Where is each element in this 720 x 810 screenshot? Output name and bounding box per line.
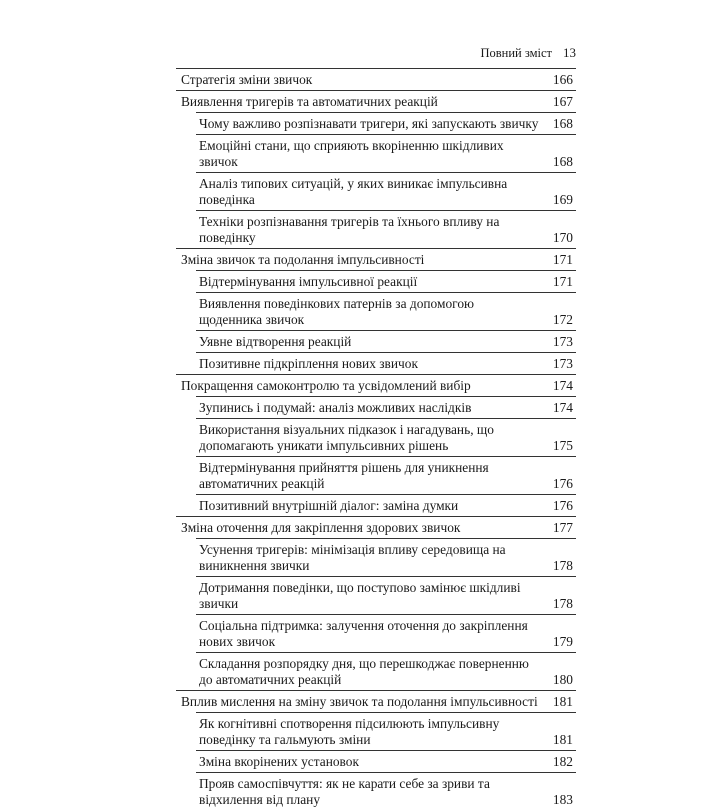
toc-entry-title: Зупинись і подумай: аналіз можливих наслідків	[199, 400, 472, 415]
toc-subentry[interactable]	[196, 538, 576, 576]
toc-entry-title: Соціальна підтримка: залучення оточення до закріплення нових звичок	[199, 618, 528, 649]
toc-entry-page: 174	[552, 378, 573, 393]
toc-subentry[interactable]	[196, 494, 576, 516]
toc-entry-page: 181	[552, 732, 573, 747]
toc-subentry[interactable]	[196, 712, 576, 750]
toc-section	[176, 68, 576, 90]
toc-section	[176, 374, 576, 516]
toc-entry-page: 171	[552, 274, 573, 289]
toc-entry-title: Зміна вкорінених установок	[199, 754, 359, 769]
toc-section-heading[interactable]	[176, 375, 576, 396]
toc-entry-page: 168	[552, 154, 573, 169]
toc-entry-title: Позитивний внутрішній діалог: заміна думки	[199, 498, 459, 513]
toc-entry-page: 167	[552, 94, 573, 109]
toc-entry-title: Зміна оточення для закріплення здорових звичок	[181, 520, 461, 535]
toc-entry-page: 171	[552, 252, 573, 267]
toc-entry-title: Покращення самоконтролю та усвідомлений вибір	[181, 378, 471, 393]
toc-subentry[interactable]	[196, 134, 576, 172]
toc-entry-title: Уявне відтворення реакцій	[199, 334, 352, 349]
toc-entry-page: 177	[552, 520, 573, 535]
toc-entry-page: 180	[552, 672, 573, 687]
toc-subentry[interactable]	[196, 418, 576, 456]
toc-entry-page: 173	[552, 334, 573, 349]
toc-subentry[interactable]	[196, 614, 576, 652]
toc-entry-title: Усунення тригерів: мінімізація впливу середовища на виникнення звички	[199, 542, 506, 573]
toc-section-heading[interactable]	[176, 91, 576, 112]
toc-entry-title: Виявлення поведінкових патернів за допомогою щоденника звичок	[199, 296, 475, 327]
toc-subentry[interactable]	[196, 172, 576, 210]
toc-entry-page: 170	[552, 230, 573, 245]
toc-subentry[interactable]	[196, 750, 576, 772]
toc-entry-title: Прояв самоспівчуття: як не карати себе за зриви та відхилення від плану	[199, 776, 490, 807]
toc-entry-page: 182	[552, 754, 573, 769]
toc-entry-page: 178	[552, 596, 573, 611]
toc-entry-title: Як когнітивні спотворення підсилюють імпульсивну поведінку та гальмують зміни	[199, 716, 500, 747]
toc-entry-page: 173	[552, 356, 573, 371]
table-of-contents	[176, 68, 576, 810]
toc-subentry[interactable]	[196, 456, 576, 494]
toc-section	[176, 248, 576, 374]
toc-entry-page: 168	[552, 116, 573, 131]
toc-entry-page: 176	[552, 498, 573, 513]
toc-entry-title: Стратегія зміни звичок	[181, 72, 313, 87]
toc-subentry[interactable]	[196, 352, 576, 374]
toc-entry-title: Відтермінування прийняття рішень для уникнення автоматичних реакцій	[199, 460, 489, 491]
toc-entry-title: Складання розпорядку дня, що перешкоджає поверненню до автоматичних реакцій	[199, 656, 529, 687]
toc-entry-page: 174	[552, 400, 573, 415]
toc-entry-title: Емоційні стани, що сприяють вкоріненню шкідливих звичок	[199, 138, 504, 169]
toc-entry-title: Дотримання поведінки, що поступово замінює шкідливі звички	[199, 580, 521, 611]
toc-section	[176, 690, 576, 810]
toc-section-heading[interactable]	[176, 517, 576, 538]
toc-entry-page: 175	[552, 438, 573, 453]
toc-entry-title: Використання візуальних підказок і нагадувань, що допомагають уникати імпульсивних рішень	[199, 422, 494, 453]
toc-subentry[interactable]	[196, 576, 576, 614]
running-title: Повний зміст	[480, 46, 552, 60]
toc-subentry[interactable]	[196, 652, 576, 690]
toc-entry-page: 179	[552, 634, 573, 649]
toc-subentry[interactable]	[196, 772, 576, 810]
toc-subentry[interactable]	[196, 112, 576, 134]
toc-entry-page: 166	[552, 72, 573, 87]
toc-entry-page: 176	[552, 476, 573, 491]
toc-subentry[interactable]	[196, 270, 576, 292]
toc-section-heading[interactable]	[176, 69, 576, 90]
toc-entry-title: Чому важливо розпізнавати тригери, які запускають звичку	[199, 116, 539, 131]
toc-entry-page: 178	[552, 558, 573, 573]
toc-entry-page: 183	[552, 792, 573, 807]
toc-subentry[interactable]	[196, 210, 576, 248]
toc-section-heading[interactable]	[176, 691, 576, 712]
toc-subentry[interactable]	[196, 396, 576, 418]
toc-entry-title: Зміна звичок та подолання імпульсивності	[181, 252, 425, 267]
toc-entry-page: 172	[552, 312, 573, 327]
toc-section	[176, 516, 576, 690]
toc-entry-title: Позитивне підкріплення нових звичок	[199, 356, 418, 371]
page-header	[176, 44, 576, 62]
toc-section	[176, 90, 576, 248]
toc-entry-title: Вплив мислення на зміну звичок та подолання імпульсивності	[181, 694, 538, 709]
toc-subentry[interactable]	[196, 292, 576, 330]
toc-entry-title: Виявлення тригерів та автоматичних реакцій	[181, 94, 438, 109]
page-number: 13	[563, 45, 576, 60]
toc-entry-title: Аналіз типових ситуацій, у яких виникає імпульсивна поведінка	[199, 176, 508, 207]
toc-entry-title: Відтермінування імпульсивної реакції	[199, 274, 418, 289]
toc-entry-page: 181	[552, 694, 573, 709]
toc-section-heading[interactable]	[176, 249, 576, 270]
toc-entry-title: Техніки розпізнавання тригерів та їхнього впливу на поведінку	[199, 214, 500, 245]
toc-entry-page: 169	[552, 192, 573, 207]
toc-subentry[interactable]	[196, 330, 576, 352]
